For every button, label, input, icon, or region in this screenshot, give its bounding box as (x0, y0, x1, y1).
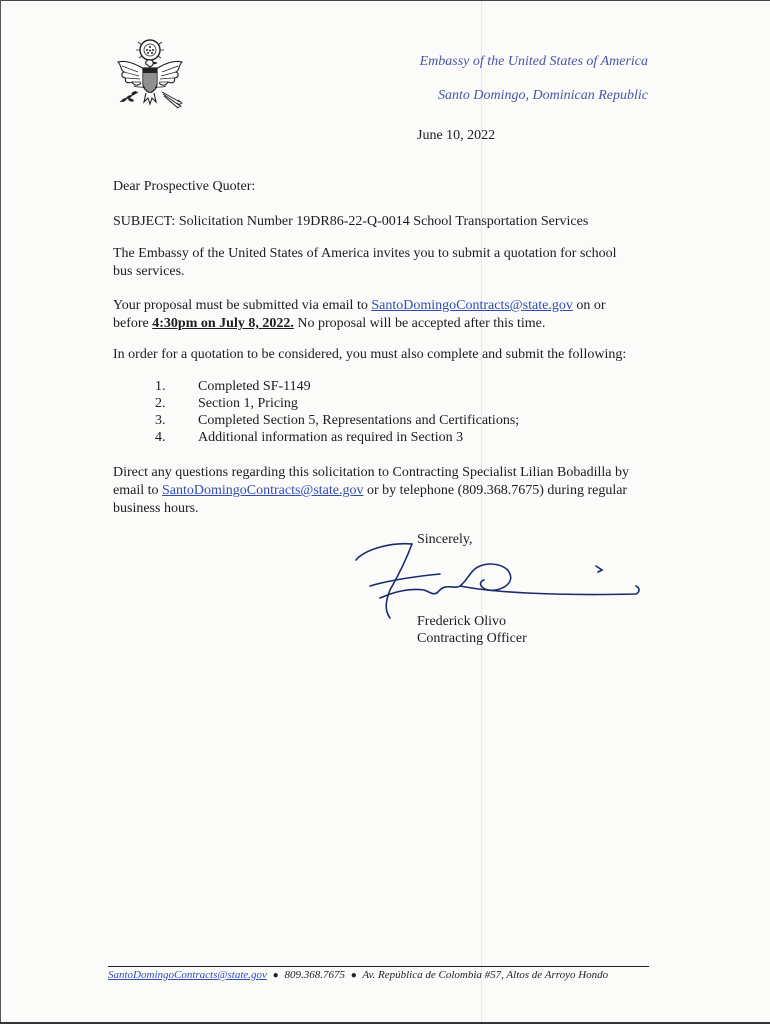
requirements-intro: In order for a quotation to be considered, you must also complete and submit the following: (113, 347, 627, 362)
closing: Sincerely, (417, 532, 473, 547)
signer-title: Contracting Officer (417, 631, 527, 646)
proposal-text-before: Your proposal must be submitted via email to (113, 298, 372, 313)
us-great-seal-icon (108, 36, 190, 122)
list-item-number: 3. (155, 413, 166, 428)
list-item-number: 1. (155, 379, 166, 394)
list-item-text: Completed SF-1149 (198, 379, 311, 394)
list-item-text: Additional information as required in Section 3 (198, 430, 464, 445)
letterhead-embassy: Embassy of the United States of America (419, 54, 648, 69)
scan-edge-left (0, 0, 1, 1024)
footer-email-link[interactable]: SantoDomingoContracts@state.gov (108, 969, 267, 981)
letterhead-location: Santo Domingo, Dominican Republic (438, 88, 648, 103)
letter-date: June 10, 2022 (417, 128, 496, 143)
questions-text-before: Direct any questions regarding this solicitation to Contracting Specialist Lilian Bobadilla by email to (113, 465, 629, 498)
scan-edge-top (0, 0, 770, 1)
list-item-number: 2. (155, 396, 166, 411)
requirements-list (155, 378, 519, 446)
footer-address: Av. República de Colombia #57, Altos de Arroyo Hondo (362, 969, 609, 981)
proposal-text-after: No proposal will be accepted after this time. (293, 316, 546, 331)
proposal-text-middle: on or before (113, 298, 606, 331)
subject-line: SUBJECT: Solicitation Number 19DR86-22-Q-0014 School Transportation Services (113, 214, 589, 229)
proposal-paragraph (113, 297, 643, 333)
footer-separator: ● (272, 970, 279, 981)
list-item (155, 378, 519, 395)
proposal-deadline: 4:30pm on July 8, 2022. (152, 316, 294, 331)
list-item (155, 395, 519, 412)
questions-paragraph (113, 464, 648, 518)
intro-paragraph: The Embassy of the United States of America invites you to submit a quotation for school bus services. (113, 246, 617, 279)
footer-divider (108, 966, 649, 967)
letterhead (420, 45, 648, 113)
footer (108, 969, 608, 981)
list-item-text: Completed Section 5, Representations and Certifications; (198, 413, 520, 428)
signer-name: Frederick Olivo (417, 614, 507, 629)
footer-separator: ● (350, 970, 357, 981)
footer-phone: 809.368.7675 (284, 969, 345, 981)
proposal-email-link[interactable]: SantoDomingoContracts@state.gov (371, 298, 573, 313)
salutation: Dear Prospective Quoter: (113, 179, 256, 194)
list-item-number: 4. (155, 430, 166, 445)
list-item-text: Section 1, Pricing (198, 396, 298, 411)
list-item (155, 412, 519, 429)
questions-email-link[interactable]: SantoDomingoContracts@state.gov (162, 483, 364, 498)
list-item (155, 429, 519, 446)
questions-text-after: or by telephone (809.368.7675) during regular business hours. (113, 483, 628, 516)
